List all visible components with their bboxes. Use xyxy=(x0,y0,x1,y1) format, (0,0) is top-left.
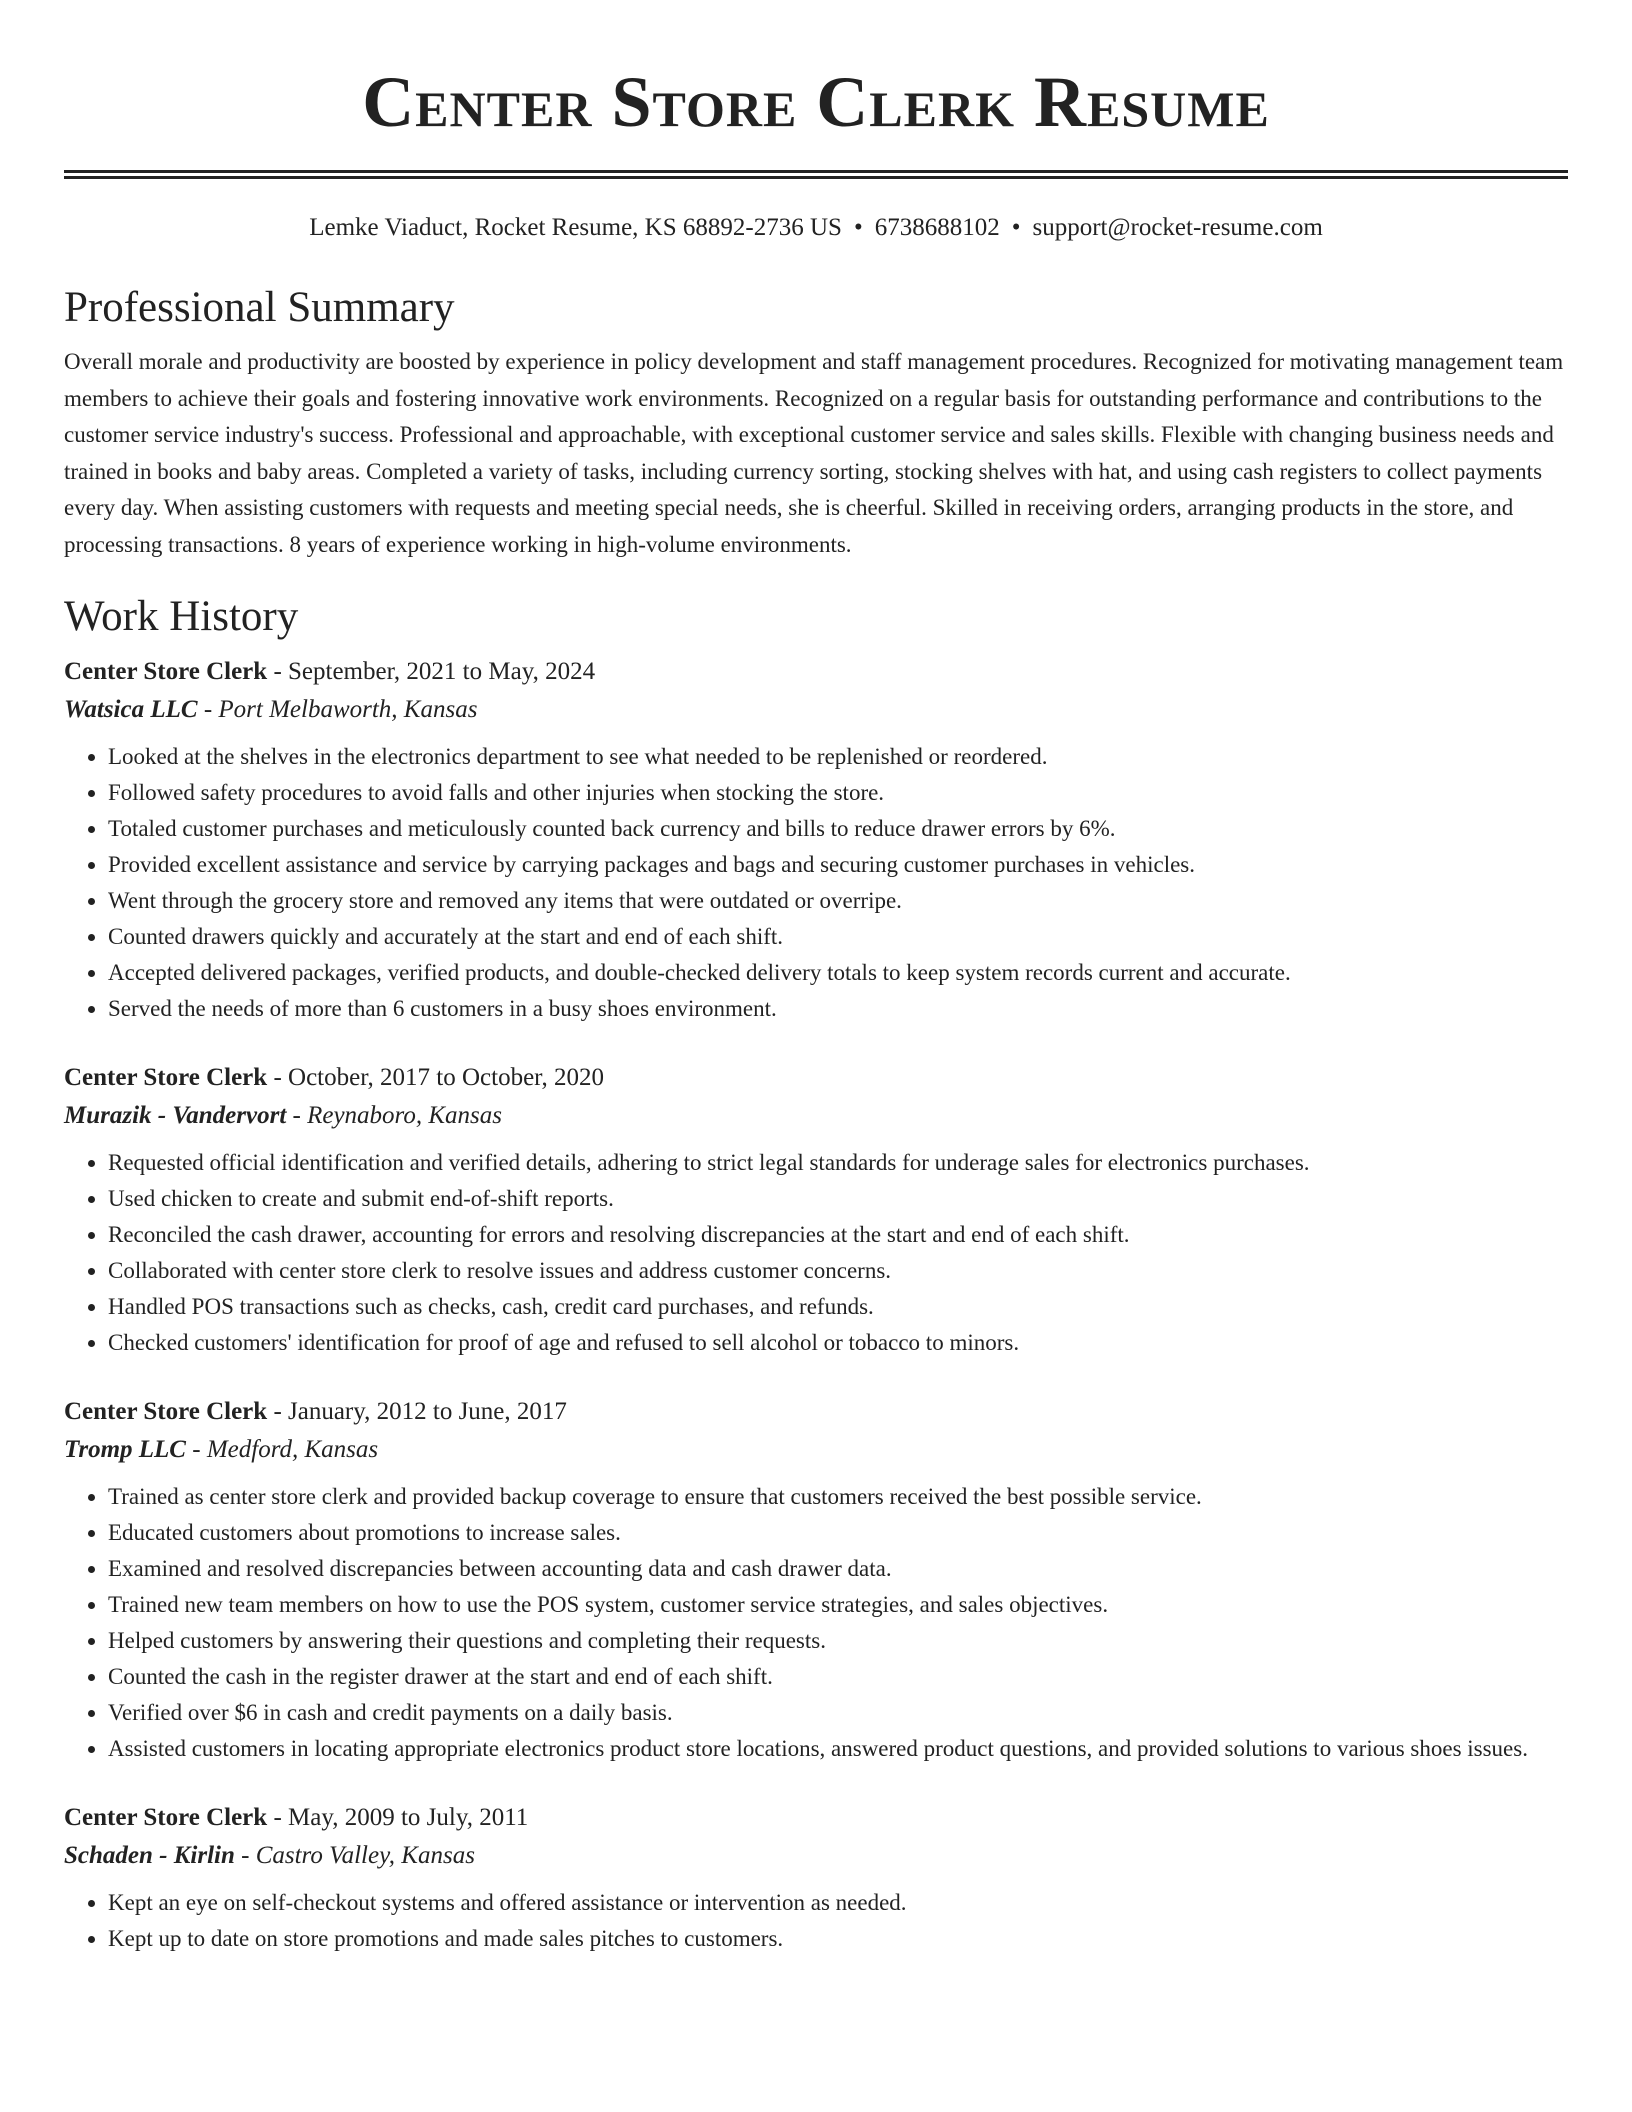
summary-heading: Professional Summary xyxy=(64,284,455,331)
job-title: Center Store Clerk xyxy=(64,1804,268,1831)
contact-address: Lemke Viaduct, Rocket Resume, KS 68892-2736 US xyxy=(309,214,842,241)
job-title: Center Store Clerk xyxy=(64,658,268,685)
job-company: Tromp LLC xyxy=(64,1436,186,1463)
job-company-line xyxy=(64,1837,1568,1875)
job-bullet: • Collaborated with center store clerk to resolve issues and address customer concerns. xyxy=(108,1253,1568,1289)
work-history-list xyxy=(64,653,1568,1957)
job-bullet: • Served the needs of more than 6 customers in a busy shoes environment. xyxy=(108,991,1568,1027)
job-bullet-list xyxy=(64,1885,1568,1957)
job-bullet: • Reconciled the cash drawer, accounting for errors and resolving discrepancies at the start and end of each shift. xyxy=(108,1217,1568,1253)
job-bullet: • Counted the cash in the register drawer at the start and end of each shift. xyxy=(108,1659,1568,1695)
job-bullet: • Trained as center store clerk and provided backup coverage to ensure that customers received the best possible service. xyxy=(108,1479,1568,1515)
job-location: - Medford, Kansas xyxy=(186,1436,379,1463)
contact-email: support@rocket-resume.com xyxy=(1032,214,1323,241)
job-dates: - September, 2021 to May, 2024 xyxy=(267,658,596,685)
title-divider xyxy=(64,170,1568,179)
job-bullet: • Assisted customers in locating appropriate electronics product store locations, answered product questions, and provided solutions to various shoes issues. xyxy=(108,1731,1568,1767)
job-bullet: • Requested official identification and verified details, adhering to strict legal standards for underage sales for electronics purchases. xyxy=(108,1145,1568,1181)
contact-phone: 6738688102 xyxy=(874,214,1000,241)
job-title-line xyxy=(64,1393,1568,1431)
job-company-line xyxy=(64,691,1568,729)
job-dates: - October, 2017 to October, 2020 xyxy=(267,1064,604,1091)
job-bullet: • Handled POS transactions such as checks, cash, credit card purchases, and refunds. xyxy=(108,1289,1568,1325)
job-company: Watsica LLC xyxy=(64,696,198,723)
job-title-line xyxy=(64,1059,1568,1097)
job-title: Center Store Clerk xyxy=(64,1398,268,1425)
contact-separator: • xyxy=(853,214,863,241)
job-bullet: • Accepted delivered packages, verified products, and double-checked delivery totals to keep system records current and accurate. xyxy=(108,955,1568,991)
contact-separator: • xyxy=(1011,214,1021,241)
job-bullet: • Kept an eye on self-checkout systems and offered assistance or intervention as needed. xyxy=(108,1885,1568,1921)
job-bullet: • Educated customers about promotions to increase sales. xyxy=(108,1515,1568,1551)
job-company-line xyxy=(64,1431,1568,1469)
job-entry xyxy=(64,653,1568,1027)
summary-text: Overall morale and productivity are boosted by experience in policy development and staff management procedures. Recognized for motivating management team members to achieve their goals and fostering innovative work environments. Recognized on a regular basis for outstanding performance and contributions to the customer service industry's success. Professional and approachable, with exceptional customer service and sales skills. Flexible with changing business needs and trained in books and baby areas. Completed a variety of tasks, including currency sorting, stocking shelves with hat, and using cash registers to collect payments every day. When assisting customers with requests and meeting special needs, she is cheerful. Skilled in receiving orders, arranging products in the store, and processing transactions. 8 years of experience working in high-volume environments. xyxy=(64,349,1564,557)
job-title: Center Store Clerk xyxy=(64,1064,268,1091)
job-dates: - January, 2012 to June, 2017 xyxy=(267,1398,567,1425)
job-bullet: • Used chicken to create and submit end-of-shift reports. xyxy=(108,1181,1568,1217)
job-entry xyxy=(64,1393,1568,1767)
job-location: - Reynaboro, Kansas xyxy=(286,1102,502,1129)
job-title-line xyxy=(64,1799,1568,1837)
job-bullet: • Provided excellent assistance and service by carrying packages and bags and securing customer purchases in vehicles. xyxy=(108,847,1568,883)
job-company: Murazik - Vandervort xyxy=(64,1102,287,1129)
job-bullet: • Verified over $6 in cash and credit payments on a daily basis. xyxy=(108,1695,1568,1731)
job-bullet: • Followed safety procedures to avoid falls and other injuries when stocking the store. xyxy=(108,775,1568,811)
job-dates: - May, 2009 to July, 2011 xyxy=(267,1804,529,1831)
job-bullet: • Counted drawers quickly and accurately at the start and end of each shift. xyxy=(108,919,1568,955)
job-bullet-list xyxy=(64,1145,1568,1361)
job-bullet-list xyxy=(64,739,1568,1027)
job-bullet: • Kept up to date on store promotions and made sales pitches to customers. xyxy=(108,1921,1568,1957)
job-bullet-list xyxy=(64,1479,1568,1767)
job-bullet: • Looked at the shelves in the electronics department to see what needed to be replenished or reordered. xyxy=(108,739,1568,775)
job-location: - Castro Valley, Kansas xyxy=(234,1842,475,1869)
job-bullet: • Went through the grocery store and removed any items that were outdated or overripe. xyxy=(108,883,1568,919)
job-entry xyxy=(64,1799,1568,1957)
job-company: Schaden - Kirlin xyxy=(64,1842,235,1869)
job-company-line xyxy=(64,1097,1568,1135)
job-bullet: • Helped customers by answering their questions and completing their requests. xyxy=(108,1623,1568,1659)
resume-page xyxy=(64,0,1568,1957)
job-entry xyxy=(64,1059,1568,1361)
job-title-line xyxy=(64,653,1568,691)
work-history-heading: Work History xyxy=(64,593,299,640)
job-bullet: • Trained new team members on how to use the POS system, customer service strategies, and sales objectives. xyxy=(108,1587,1568,1623)
job-bullet: • Checked customers' identification for proof of age and refused to sell alcohol or tobacco to minors. xyxy=(108,1325,1568,1361)
job-location: - Port Melbaworth, Kansas xyxy=(197,696,478,723)
job-bullet: • Totaled customer purchases and meticulously counted back currency and bills to reduce drawer errors by 6%. xyxy=(108,811,1568,847)
contact-line xyxy=(64,212,1568,244)
resume-title: Center Store Clerk Resume xyxy=(362,62,1270,142)
job-bullet: • Examined and resolved discrepancies between accounting data and cash drawer data. xyxy=(108,1551,1568,1587)
